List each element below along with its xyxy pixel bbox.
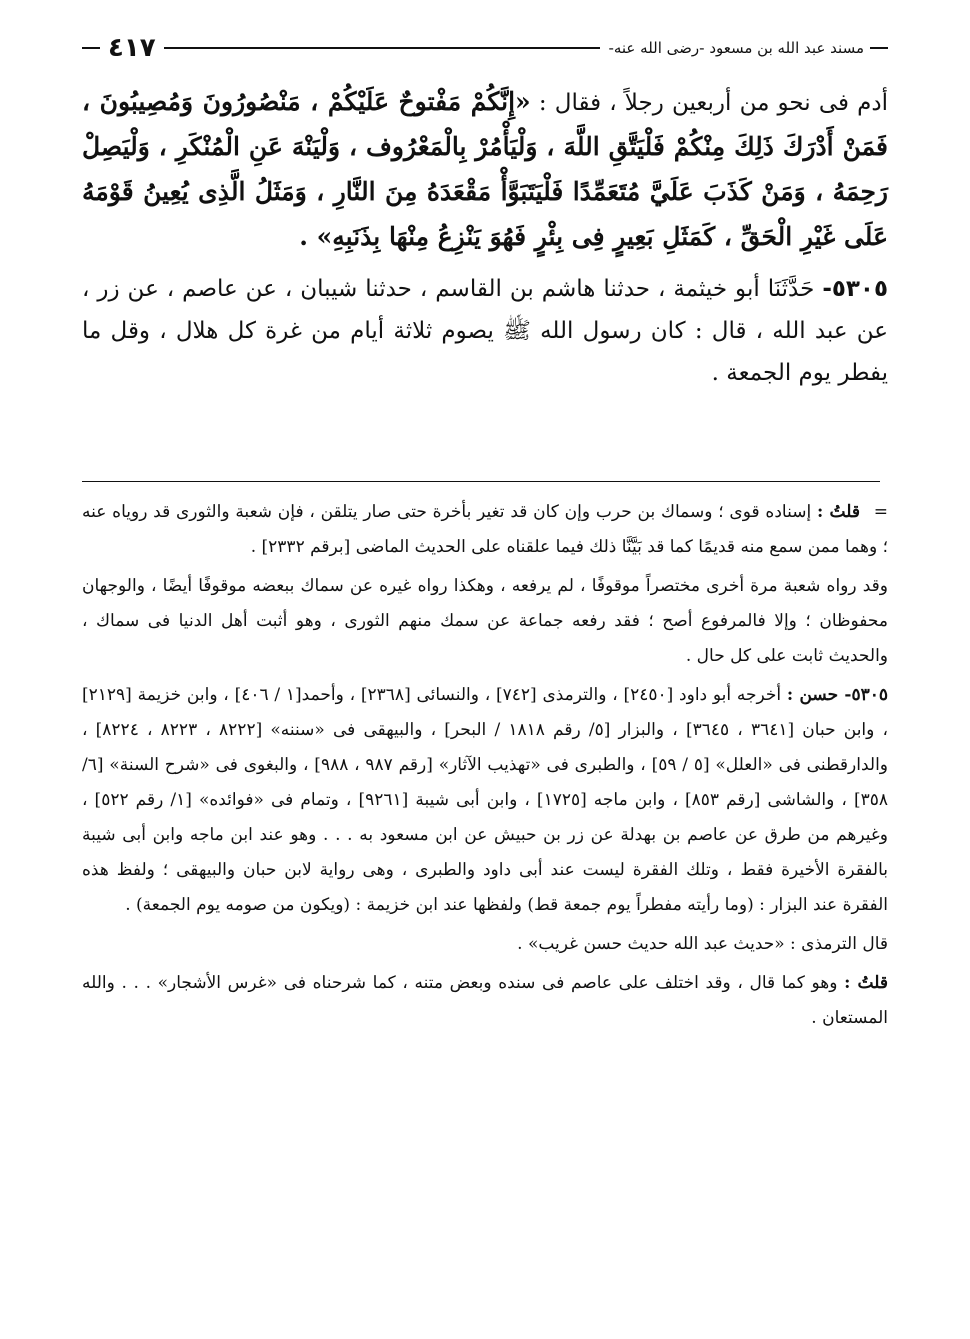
header-rule xyxy=(164,47,601,49)
running-header xyxy=(82,30,888,66)
header-dash-right xyxy=(870,47,888,49)
footnote-2-text: وقد رواه شعبة مرة أخرى مختصراً موقوفًا ، لم يرفعه ، وهكذا رواه غيره عن سماك ببعضه موقوفًا أيضًا ، والوجهان محفوظان ؛ وإلا فالمرفوع أصح ؛ فقد رفعه جماعة عن سمك منهم الثورى ، وهو أثبت أهل الدنيا فى سماك ، والحديث ثابت على كل حال . xyxy=(82,576,888,666)
footnote-1 xyxy=(82,495,888,565)
footnote-2 xyxy=(82,569,888,674)
footnote-separator xyxy=(82,481,880,482)
page-number: ٤١٧ xyxy=(108,33,156,63)
footnote-3-text: أخرجه أبو داود [٢٤٥٠] ، والترمذى [٧٤٢] ، والنسائى [٢٣٦٨] ، وأحمد[١ / ٤٠٦] ، وابن خزيمة [٢١٢٩] ، وابن حبان [٣٦٤١ ، ٣٦٤٥] ، والبزار [٥/ رقم ١٨١٨ / البحر] ، والبيهقى فى «سننه» [٨٢٢٢ ، ٨٢٢٣ ، ٨٢٢٤] ، والدارقطنى فى «العلل» [٥ / ٥٩] ، والطبرى فى «تهذيب الآثار» [رقم ٩٨٧ ، ٩٨٨] ، والبغوى فى «شرح السنة» [٦/ ٣٥٨] ، والشاشى [رقم ٨٥٣] ، وابن ماجه [١٧٢٥] ، وابن أبى شيبة [٩٢٦١] ، وتمام فى «فوائده» [١/ رقم ٥٢٢] ، وغيرهم من طرق عن عاصم بن بهدلة عن زر بن حبيش عن ابن مسعود به . . . وهو عند ابن ماجه وابن أبى شيبة بالفقرة الأخيرة فقط ، وتلك الفقرة ليست عند أبى داود والطبرى ، وهى رواية لابن حبان والبيهقى ؛ ولفظ هذه الفقرة عند البزار : (وما رأيته مفطراً يوم جمعة قط) ولفظها عند ابن خزيمة : (ويكون من صومه يوم الجمعة) . xyxy=(82,685,889,915)
footnote-4-text: قال الترمذى : «حديث عبد الله حديث حسن غريب» . xyxy=(517,934,888,954)
header-dash-left xyxy=(82,47,100,49)
hadith-quote: «إِنَّكُمْ مَفْتوحٌ عَلَيْكُمْ ، مَنْصُورُونَ وَمُصِيبُونَ ، فَمَنْ أَدْرَكَ ذَلِكَ مِنْكُمْ فَلْيَتَّقِ اللَّهَ ، وَلْيَأْمُرْ بِالْمَعْرُوف ، وَلْيَنْهَ عَنِ الْمُنْكَرِ ، وَلْيَصِلْ رَحِمَهُ ، وَمَنْ كَذَبَ عَلَيَّ مُتَعَمِّدًا فَلْيَتَبَوَّأْ مَقْعَدَهُ مِنَ النَّارِ ، وَمَثَلُ الَّذِى يُعِينُ قَوْمَهُ عَلَى غَيْرِ الْحَقِّ ، كَمَثَلِ بَعِيرٍ فِى بِئْرٍ فَهُوَ يَنْزِعُ مِنْهَا بِذَنَبِهِ» . xyxy=(82,87,888,251)
footnote-3 xyxy=(82,678,888,923)
main-text xyxy=(82,80,888,394)
running-title: مسند عبد الله بن مسعود -رضى الله عنه- xyxy=(608,39,864,57)
footnote-5-text: وهو كما قال ، وقد اختلف على عاصم فى سنده وبعض متنه ، كما شرحناه فى «غرس الأشجار» . . . والله المستعان . xyxy=(82,973,888,1028)
footnote-1-lead: قلتُ : xyxy=(816,502,860,522)
footnote-1-text: إسناده قوى ؛ وسماك بن حرب وإن كان قد تغير بأخرة حتى صار يتلقن ، فإن شعبة والثورى قد روياه عنه ؛ وهما ممن سمع منه قديمًا كما قد بَيَّنَّا ذلك فيما علقناه على الحديث الماضى [برقم ٢٣٣٢] . xyxy=(82,502,888,557)
footnotes xyxy=(82,495,888,1036)
hadith-number: ٥٣٠٥- xyxy=(822,276,889,302)
footnote-3-lead: ٥٣٠٥- حسن : xyxy=(786,685,888,705)
hadith-intro: أدم فى نحو من أربعين رجلاً ، فقال : xyxy=(538,90,888,116)
continuation-mark: = xyxy=(873,502,888,522)
footnote-5-lead: قلتُ : xyxy=(844,973,888,993)
footnote-4 xyxy=(82,927,888,962)
hadith-text: حَدَّثَنَا أبو خيثمة ، حدثنا هاشم بن القاسم ، حدثنا شيبان ، عن عاصم ، عن زر ، عن عبد الله ، قال : كان رسول الله ﷺ يصوم ثلاثة أيام من غرة كل هلال ، وقل ما يفطر يوم الجمعة . xyxy=(82,276,888,386)
hadith-5305 xyxy=(82,268,888,394)
footnote-5 xyxy=(82,966,888,1036)
hadith-5304-ending xyxy=(82,80,888,260)
